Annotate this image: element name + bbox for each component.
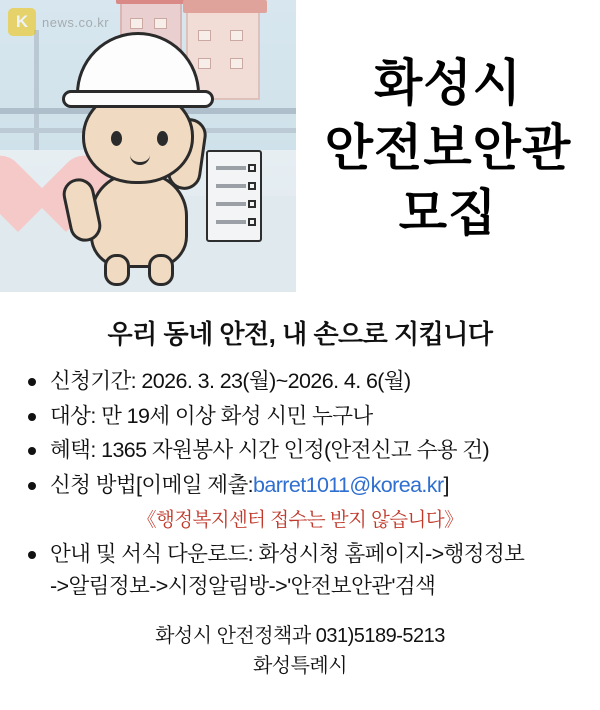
- footer-contact: 화성시 안전정책과 031)5189-5213: [155, 625, 445, 648]
- download-list: [0, 538, 600, 603]
- helmet-brim-icon: [62, 90, 214, 108]
- download-line-2: ->알림정보->시정알림방->'안전보안관'검색: [50, 574, 436, 599]
- window-icon: [130, 18, 143, 29]
- footer: [0, 621, 600, 681]
- arm-left-icon: [60, 175, 105, 244]
- download-line-1: 안내 및 서식 다운로드: 화성시청 홈페이지->행정정보: [50, 541, 525, 566]
- footer-organization: 화성특례시: [252, 655, 348, 678]
- list-item-apply-method: [26, 469, 586, 502]
- checkbox-icon: [248, 182, 256, 190]
- list-item-download: [26, 538, 586, 603]
- title-line-1: 화성시: [374, 54, 522, 111]
- eye-icon: [111, 131, 122, 146]
- title-line-3: 모집: [398, 184, 498, 241]
- checkbox-icon: [248, 200, 256, 208]
- leg-left-icon: [104, 254, 130, 286]
- watermark-logo-icon: K: [8, 8, 36, 36]
- apply-method-suffix: ]: [443, 473, 449, 498]
- body-icon: [90, 172, 188, 268]
- apply-email[interactable]: barret1011@korea.kr: [253, 473, 444, 498]
- mascot-character: [52, 32, 232, 282]
- details-list: [0, 365, 600, 502]
- mouth-icon: [130, 155, 150, 165]
- note-text: 《행정복지센터 접수는 받지 않습니다》: [137, 508, 463, 531]
- checkbox-icon: [248, 164, 256, 172]
- roof-icon: [183, 0, 267, 13]
- illustration: [0, 0, 296, 292]
- list-item-benefit: 혜택: 1365 자원봉사 시간 인정(안전신고 수용 건): [26, 434, 586, 467]
- window-icon: [154, 18, 167, 29]
- headline: 우리 동네 안전, 내 손으로 지킵니다: [107, 319, 493, 349]
- list-item-period: 신청기간: 2026. 3. 23(월)~2026. 4. 6(월): [26, 365, 586, 398]
- watermark-text: news.co.kr: [42, 14, 110, 30]
- watermark: [8, 8, 109, 36]
- list-item-target: 대상: 만 19세 이상 화성 시민 누구나: [26, 400, 586, 433]
- checkbox-icon: [248, 218, 256, 226]
- leg-right-icon: [148, 254, 174, 286]
- title-line-2: 안전보안관: [324, 119, 572, 176]
- apply-method-prefix: 신청 방법[이메일 제출:: [50, 473, 254, 498]
- poster-header: [0, 0, 600, 292]
- poster-title: [296, 0, 600, 292]
- eye-icon: [157, 131, 168, 146]
- roof-icon: [116, 0, 190, 4]
